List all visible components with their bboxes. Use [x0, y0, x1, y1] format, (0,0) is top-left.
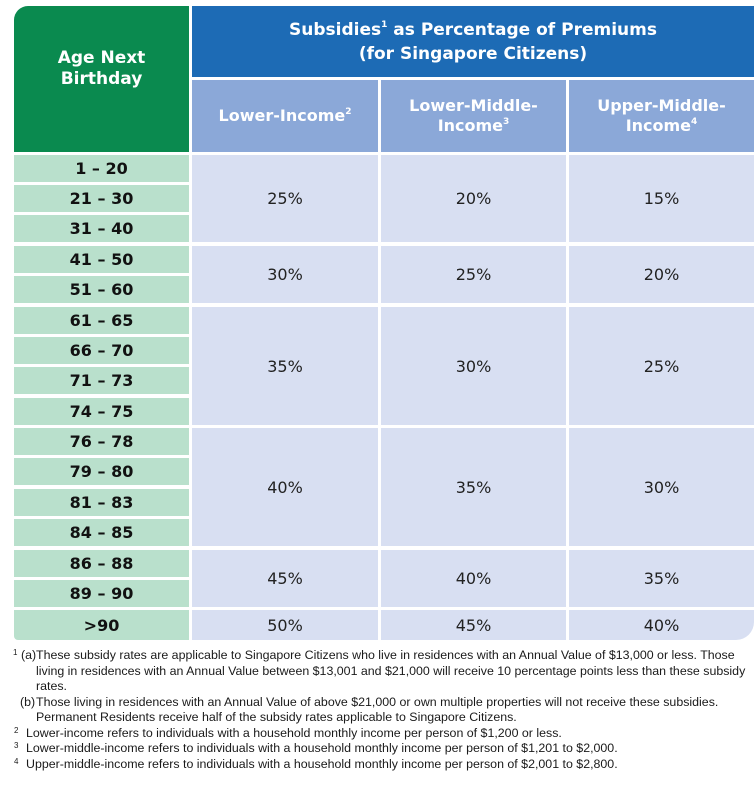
footnotes	[14, 648, 750, 772]
age-row: 31 – 40	[14, 215, 189, 242]
subsidy-cell: 25%	[192, 155, 378, 242]
age-row: 81 – 83	[14, 489, 189, 516]
footnote-4: 4 Upper-middle-income refers to individuals with a household monthly income per person of $2,001 to $2,800.	[14, 756, 618, 771]
subsidy-cell: 35%	[381, 428, 566, 546]
subsidy-cell: 35%	[192, 307, 378, 425]
subsidy-cell: 35%	[569, 550, 754, 607]
subsidy-cell: 30%	[381, 307, 566, 425]
subsidy-cell: 40%	[569, 610, 754, 640]
subsidy-cell: 20%	[569, 246, 754, 303]
age-row: 71 – 73	[14, 367, 189, 394]
subsidy-cell: 30%	[192, 246, 378, 303]
subsidy-cell: 40%	[192, 428, 378, 546]
age-row: 66 – 70	[14, 337, 189, 364]
footnote-1b: (b) Those living in residences with an Annual Value of above $21,000 or own multiple properties will not receive these subsidies. Permanent Residents receive half of the subsidy rates applicable to Singapore Citizens.	[20, 694, 719, 724]
subsidy-cell: 30%	[569, 428, 754, 546]
age-row: 84 – 85	[14, 519, 189, 546]
col-header-lower-income: Lower-Income$^2$	[192, 80, 378, 152]
age-row: 51 – 60	[14, 276, 189, 303]
age-header-label: Age Next Birthday	[57, 48, 146, 89]
age-row: 74 – 75	[14, 398, 189, 425]
subsidy-cell: 15%	[569, 155, 754, 242]
subsidy-cell: 45%	[192, 550, 378, 607]
subsidy-cell: 25%	[381, 246, 566, 303]
age-row: 21 – 30	[14, 185, 189, 212]
subsidy-cell: 20%	[381, 155, 566, 242]
subsidy-table	[14, 6, 754, 640]
subsidies-title-line1: Subsidies$^1$ as Percentage of Premiums	[289, 19, 657, 40]
age-row: 86 – 88	[14, 550, 189, 577]
subsidy-cell: 50%	[192, 610, 378, 640]
footnote-2: 2 Lower-income refers to individuals with a household monthly income per person of $1,200 or less.	[14, 725, 562, 740]
subsidy-cell: 40%	[381, 550, 566, 607]
subsidy-cell: 45%	[381, 610, 566, 640]
age-row: 41 – 50	[14, 246, 189, 273]
age-row: 76 – 78	[14, 428, 189, 455]
age-row: 61 – 65	[14, 307, 189, 334]
footnote-1a: 1 (a) These subsidy rates are applicable to Singapore Citizens who live in residences with an Annual Value of $13,000 or less. Those living in residences with an Annual Value between $13,001 and $21,000 will receive 10 percentage points less than these subsidy rates.	[13, 648, 746, 693]
age-row: 79 – 80	[14, 458, 189, 485]
subsidies-title-line2: (for Singapore Citizens)	[358, 43, 588, 64]
age-row: >90	[14, 610, 189, 640]
age-row: 89 – 90	[14, 580, 189, 607]
footnote-3: 3 Lower-middle-income refers to individuals with a household monthly income per person of $1,201 to $2,000.	[14, 741, 618, 755]
subsidies-header	[192, 6, 754, 77]
subsidy-cell: 25%	[569, 307, 754, 425]
col-header-upper-middle-income: Upper-Middle- Income$^4$	[569, 80, 754, 152]
age-header	[14, 6, 189, 152]
col-header-lower-middle-income: Lower-Middle- Income$^3$	[381, 80, 566, 152]
age-row: 1 – 20	[14, 155, 189, 182]
